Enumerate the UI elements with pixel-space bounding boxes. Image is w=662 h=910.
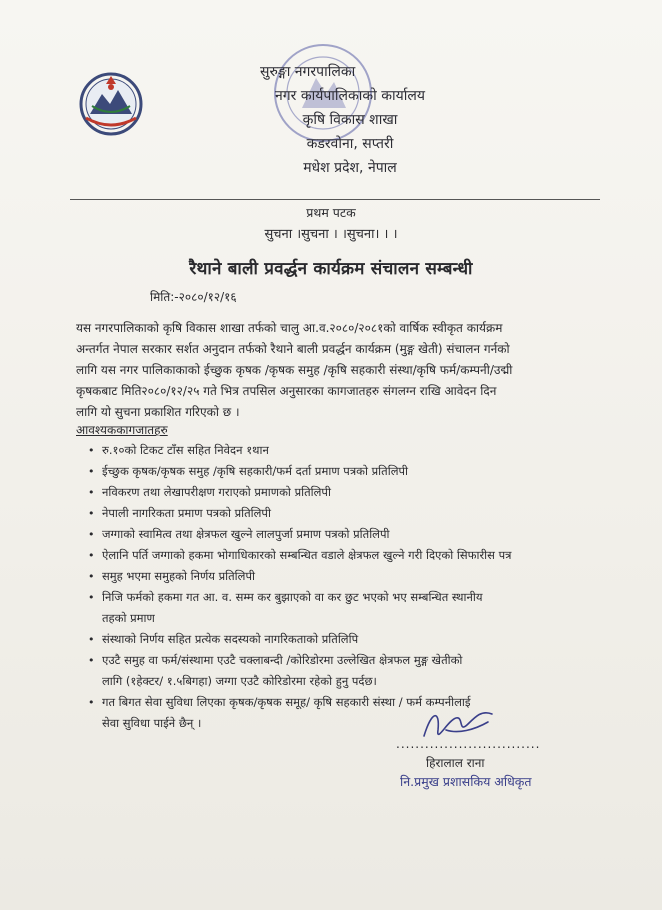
requirement-text: लागि (१हेक्टर/ १.५बिगहा) जग्गा एउटै कोरिडोरमा रहेको हुनु पर्दछ। bbox=[102, 674, 377, 688]
requirement-text: ईच्छुक कृषक/कृषक समुह /कृषि सहकारी/फर्म दर्ता प्रमाण पत्रको प्रतिलिपी bbox=[102, 464, 408, 478]
bullet-icon: • bbox=[88, 465, 95, 478]
notice-round: प्रथम पटक bbox=[306, 205, 356, 220]
office-name: नगर कार्यपालिकाको कार्यालय bbox=[275, 88, 425, 104]
requirement-item bbox=[88, 713, 588, 734]
notice-subject: रैथाने बाली प्रवर्द्धन कार्यक्रम संचालन सम्बन्धी bbox=[189, 259, 473, 279]
requirement-item bbox=[88, 608, 588, 629]
requirement-item bbox=[88, 587, 588, 608]
requirement-text: रु.१०को टिकट टाँस सहित निवेदन १थान bbox=[102, 443, 269, 457]
bullet-icon: • bbox=[88, 570, 95, 583]
requirement-text: ऐलानि पर्ति जग्गाको हकमा भोगाधिकारको सम्बन्धित वडाले क्षेत्रफल खुल्ने गरी दिएको सिफारीस पत्र bbox=[102, 548, 512, 562]
requirement-item bbox=[88, 461, 588, 482]
signatory-title: नि.प्रमुख प्रशासकिय अधिकृत bbox=[400, 774, 532, 789]
header-divider bbox=[70, 199, 600, 200]
requirement-item bbox=[88, 545, 588, 566]
body-line: लागि यो सुचना प्रकाशित गरिएको छ । bbox=[76, 405, 240, 419]
bullet-icon: • bbox=[88, 654, 95, 667]
requirements-list bbox=[88, 440, 588, 734]
bullet-icon: • bbox=[88, 444, 95, 457]
requirement-text: निजि फर्मको हकमा गत आ. व. सम्म कर बुझाएको वा कर छुट भएको भए सम्बन्धित स्थानीय bbox=[102, 590, 483, 604]
requirement-text: गत बिगत सेवा सुविधा लिएका कृषक/कृषक समूह/ कृषि सहकारी संस्था / फर्म कम्पनीलाई bbox=[102, 695, 471, 709]
requirement-text: सेवा सुविधा पाईने छैन् । bbox=[102, 716, 202, 730]
notice-heading: सुचना ।सुचना । ।सुचना। । । bbox=[264, 227, 398, 242]
office-province: मधेश प्रदेश, नेपाल bbox=[303, 160, 397, 176]
requirement-item bbox=[88, 629, 588, 650]
signatory-name: हिरालाल राना bbox=[426, 756, 485, 770]
requirement-text: एउटै समुह वा फर्म/संस्थामा एउटै चक्लाबन्दी /कोरिडोरमा उल्लेखित क्षेत्रफल मुङ्ग खेतीको bbox=[102, 653, 463, 667]
requirement-text: तहको प्रमाण bbox=[102, 611, 155, 625]
bullet-icon: • bbox=[88, 507, 95, 520]
bullet-icon: • bbox=[88, 549, 95, 562]
requirement-item bbox=[88, 482, 588, 503]
requirement-item bbox=[88, 503, 588, 524]
section-name: कृषि विकास शाखा bbox=[302, 112, 398, 128]
office-place: कडरवोना, सप्तरी bbox=[306, 136, 394, 152]
requirement-item bbox=[88, 650, 588, 671]
requirement-text: जग्गाको स्वामित्व तथा क्षेत्रफल खुल्ने लालपुर्जा प्रमाण पत्रको प्रतिलिपी bbox=[102, 527, 390, 541]
body-line: लागि यस नगर पालिकाकाको ईच्छुक कृषक /कृषक समुह /कृषि सहकारी संस्था/कृषि फर्म/कम्पनी/उद्मी bbox=[76, 363, 513, 377]
requirement-item bbox=[88, 692, 588, 713]
bullet-icon: • bbox=[88, 528, 95, 541]
notice-body bbox=[76, 318, 576, 423]
bullet-icon: • bbox=[88, 486, 95, 499]
nepal-emblem-icon bbox=[76, 68, 146, 138]
requirement-item bbox=[88, 671, 588, 692]
body-line: कृषकबाट मिति२०८०/१२/२५ गते भित्र तपसिल अनुसारका कागजातहरु संगलग्न राखि आवेदन दिन bbox=[76, 384, 497, 398]
requirement-item bbox=[88, 524, 588, 545]
requirement-text: नविकरण तथा लेखापरीक्षण गराएको प्रमाणको प्रतिलिपी bbox=[102, 485, 331, 499]
bullet-icon: • bbox=[88, 591, 95, 604]
requirement-item bbox=[88, 440, 588, 461]
requirement-item bbox=[88, 566, 588, 587]
requirement-text: समुह भएमा समुहको निर्णय प्रतिलिपी bbox=[102, 569, 255, 583]
requirement-text: संस्थाको निर्णय सहित प्रत्येक सदस्यको नागरिकताको प्रतिलिपि bbox=[102, 632, 359, 646]
signature-line: .............................. bbox=[396, 737, 541, 751]
letterhead bbox=[200, 60, 500, 180]
bullet-icon: • bbox=[88, 633, 95, 646]
body-line: यस नगरपालिकाको कृषि विकास शाखा तर्फको चालु आ.व.२०८०/२०८१को वार्षिक स्वीकृत कार्यक्रम bbox=[76, 321, 503, 335]
bullet-icon: • bbox=[88, 696, 95, 709]
requirement-text: नेपाली नागरिकता प्रमाण पत्रको प्रतिलिपी bbox=[102, 506, 271, 520]
notice-date: मिति:-२०८०/१२/१६ bbox=[150, 290, 237, 304]
body-line: अन्तर्गत नेपाल सरकार सर्शत अनुदान तर्फको रैथाने बाली प्रवर्द्धन कार्यक्रम (मुङ्ग खेती) संचालन गर्नको bbox=[76, 342, 510, 356]
requirements-heading: आवश्यककागजातहरु bbox=[76, 423, 168, 437]
municipality-name: सुरुङ्गा नगरपालिका bbox=[260, 64, 356, 80]
